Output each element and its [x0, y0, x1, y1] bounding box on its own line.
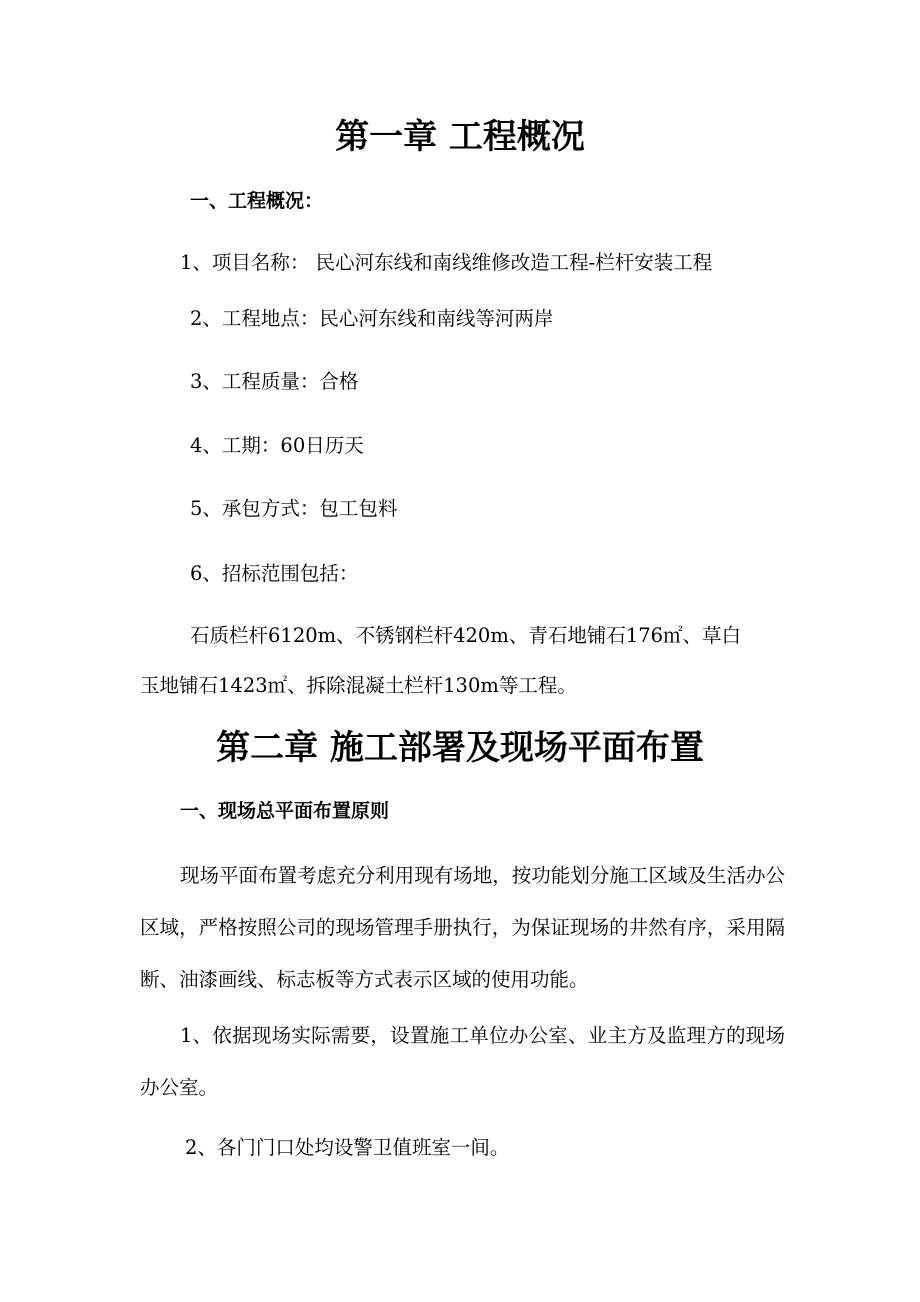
chapter-2-section-1-heading: 一、现场总平面布置原则 — [180, 800, 390, 822]
project-location-item: 2、工程地点：民心河东线和南线等河两岸 — [190, 307, 554, 330]
chapter-1-section-1-heading: 一、工程概况： — [190, 190, 324, 212]
chapter-2-title: 第二章 施工部署及现场平面布置 — [216, 728, 704, 768]
project-duration-item: 4、工期：60日历天 — [190, 434, 364, 457]
project-quality-item: 3、工程质量：合格 — [190, 370, 359, 393]
project-name-item: 1、项目名称： 民心河东线和南线维修改造工程-栏杆安装工程 — [180, 251, 713, 274]
guard-room-item: 2、各门门口处均设警卫值班室一间。 — [185, 1136, 510, 1159]
bid-scope-item: 6、招标范围包括： — [190, 562, 359, 585]
bid-scope-line-2: 玉地铺石1423㎡、拆除混凝土栏杆130m等工程。 — [140, 674, 577, 697]
bid-scope-line-1: 石质栏杆6120m、不锈钢栏杆420m、青石地铺石176㎡、草白 — [190, 624, 742, 647]
chapter-1-title: 第一章 工程概况 — [335, 117, 585, 157]
office-setup-item: 1、依据现场实际需要，设置施工单位办公室、业主方及监理方的现场办公室。 — [140, 1024, 785, 1099]
layout-principle-paragraph: 现场平面布置考虑充分利用现有场地，按功能划分施工区域及生活办公区域，严格按照公司的现场管理手册执行，为保证现场的井然有序，采用隔断、油漆画线、标志板等方式表示区域的使用功能。 — [140, 864, 785, 991]
contract-mode-item: 5、承包方式：包工包料 — [190, 497, 398, 520]
